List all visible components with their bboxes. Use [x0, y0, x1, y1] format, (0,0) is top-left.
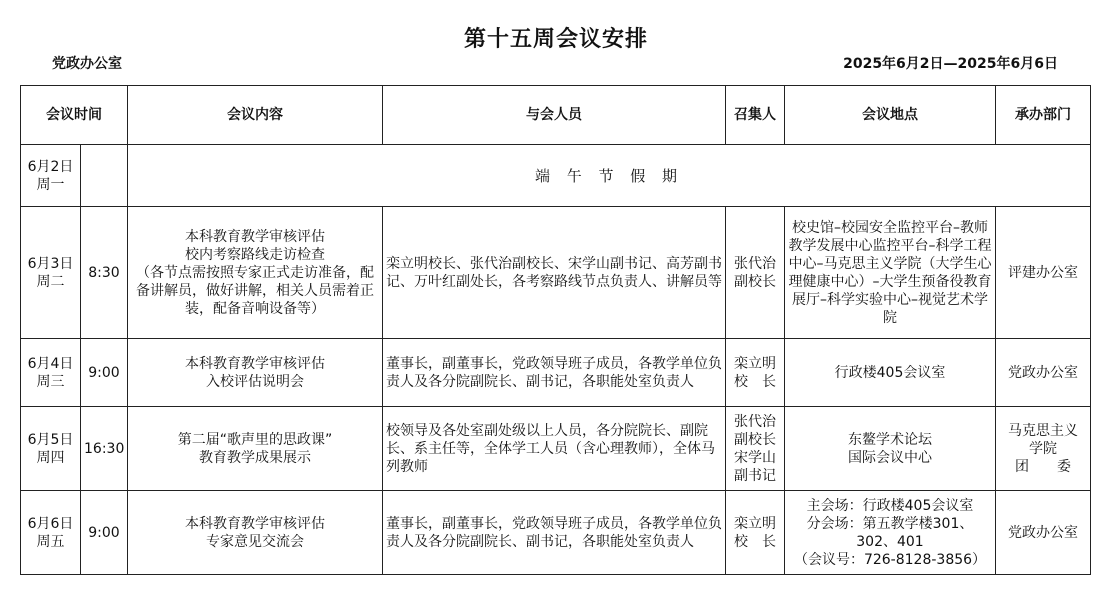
table-row [21, 145, 1091, 207]
location-cell: 校史馆–校园安全监控平台–教师教学发展中心监控平台–科学工程中心–马克思主义学院（大学生心理健康中心）–大学生预备役教育展厅–科学实验中心–视觉艺术学院 [785, 207, 996, 339]
time-cell [81, 145, 128, 207]
location-cell: 主会场：行政楼405会议室 分会场：第五教学楼301、302、401 （会议号：726-8128-3856） [785, 491, 996, 575]
date-cell: 6月6日 周五 [21, 491, 81, 575]
content-cell: 本科教育教学审核评估 入校评估说明会 [128, 339, 383, 407]
convener-cell: 栾立明 校 长 [726, 491, 785, 575]
header-attendees: 与会人员 [383, 86, 726, 145]
header-location: 会议地点 [785, 86, 996, 145]
table-row [21, 207, 1091, 339]
department-cell: 马克思主义 学院 团 委 [996, 407, 1091, 491]
date-cell: 6月4日 周三 [21, 339, 81, 407]
date-range: 2025年6月2日—2025年6月6日 [843, 56, 1058, 72]
convener-cell: 张代治 副校长 [726, 207, 785, 339]
table-row [21, 491, 1091, 575]
location-cell: 东鳌学术论坛 国际会议中心 [785, 407, 996, 491]
time-cell: 9:00 [81, 339, 128, 407]
content-cell: 第二届“歌声里的思政课” 教育教学成果展示 [128, 407, 383, 491]
table-header-row [21, 86, 1091, 145]
department-cell: 评建办公室 [996, 207, 1091, 339]
attendees-cell: 校领导及各处室副处级以上人员，各分院院长、副院长、系主任等，全体学工人员（含心理教师），全体马列教师 [383, 407, 726, 491]
time-cell: 8:30 [81, 207, 128, 339]
time-cell: 9:00 [81, 491, 128, 575]
date-cell: 6月2日 周一 [21, 145, 81, 207]
holiday-cell: 端 午 节 假 期 [128, 145, 1091, 207]
convener-cell: 张代治 副校长 宋学山 副书记 [726, 407, 785, 491]
header-content: 会议内容 [128, 86, 383, 145]
header-convener: 召集人 [726, 86, 785, 145]
content-cell: 本科教育教学审核评估 专家意见交流会 [128, 491, 383, 575]
convener-cell: 栾立明 校 长 [726, 339, 785, 407]
table-row [21, 339, 1091, 407]
page-title: 第十五周会议安排 [463, 26, 648, 52]
department-cell: 党政办公室 [996, 491, 1091, 575]
department-cell: 党政办公室 [996, 339, 1091, 407]
date-cell: 6月5日 周四 [21, 407, 81, 491]
attendees-cell: 栾立明校长、张代治副校长、宋学山副书记、高芳副书记、万叶红副处长，各考察路线节点负责人、讲解员等 [383, 207, 726, 339]
location-cell: 行政楼405会议室 [785, 339, 996, 407]
header-department: 承办部门 [996, 86, 1091, 145]
attendees-cell: 董事长，副董事长，党政领导班子成员，各教学单位负责人及各分院副院长、副书记，各职能处室负责人 [383, 339, 726, 407]
table-row [21, 407, 1091, 491]
content-cell: 本科教育教学审核评估 校内考察路线走访检查 （各节点需按照专家正式走访准备，配备讲解员，做好讲解，相关人员需着正装，配备音响设备等） [128, 207, 383, 339]
meeting-schedule-table [20, 85, 1091, 575]
office-label: 党政办公室 [52, 56, 122, 72]
attendees-cell: 董事长，副董事长，党政领导班子成员，各教学单位负责人及各分院副院长、副书记，各职能处室负责人 [383, 491, 726, 575]
date-cell: 6月3日 周二 [21, 207, 81, 339]
header-time: 会议时间 [21, 86, 128, 145]
time-cell: 16:30 [81, 407, 128, 491]
